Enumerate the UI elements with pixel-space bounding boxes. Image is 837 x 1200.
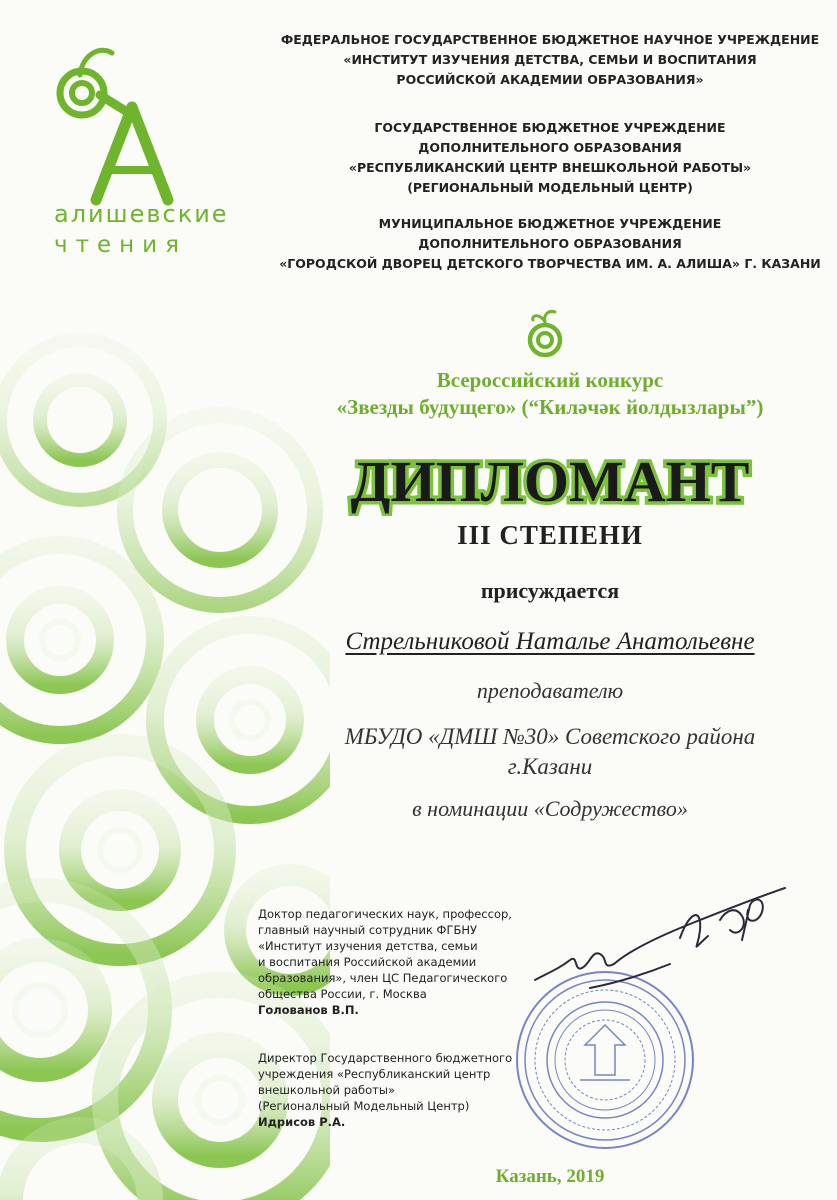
recipient-role: преподавателю [476, 678, 624, 703]
diploma-degree: III СТЕПЕНИ [457, 520, 643, 550]
signatory-line: Доктор педагогических наук, профессор, [258, 907, 512, 921]
signatory-line: учреждения «Республиканский центр [258, 1067, 491, 1081]
signatory-line: образования», член ЦС Педагогического [258, 971, 508, 985]
org-line: (РЕГИОНАЛЬНЫЙ МОДЕЛЬНЫЙ ЦЕНТР) [407, 180, 693, 195]
diploma-title [250, 446, 837, 521]
signatory-line: Директор Государственного бюджетного [258, 1051, 513, 1065]
signatory-name: Идрисов Р.А. [258, 1115, 346, 1129]
signatory-line: (Региональный Модельный Центр) [258, 1099, 470, 1113]
apple-swirl-icon [525, 308, 565, 362]
handwritten-signature-icon [530, 880, 790, 1000]
nomination: в номинации «Содружество» [412, 796, 688, 821]
institution-line1: МБУДО «ДМШ №30» Советского района [344, 724, 756, 749]
contest-title-line2: «Звезды будущего» (“Киләчәк йолдызлары”) [336, 395, 764, 419]
org-line: МУНИЦИПАЛЬНОЕ БЮДЖЕТНОЕ УЧРЕЖДЕНИЕ [378, 216, 722, 231]
footer-place-year: Казань, 2019 [495, 1166, 605, 1187]
org-line: «ИНСТИТУТ ИЗУЧЕНИЯ ДЕТСТВА, СЕМЬИ И ВОСПИТАНИЯ [343, 52, 757, 67]
logo-text-line1: алишевские [54, 200, 229, 228]
diploma-title-text: ДИПЛОМАНТ [350, 449, 750, 514]
org-line: ДОПОЛНИТЕЛЬНОГО ОБРАЗОВАНИЯ [418, 236, 682, 251]
org-line: ФЕДЕРАЛЬНОЕ ГОСУДАРСТВЕННОЕ БЮДЖЕТНОЕ НАУЧНОЕ УЧРЕЖДЕНИЕ [280, 32, 820, 47]
signatory-line: главный научный сотрудник ФГБНУ [258, 923, 478, 937]
organization-block-3 [250, 214, 837, 274]
signatory-line: и воспитания Российской академии [258, 955, 477, 969]
signatory-line: общества России, г. Москва [258, 987, 427, 1001]
contest-title-line1: Всероссийский конкурс [436, 368, 664, 392]
institution [250, 722, 837, 782]
recipient-name-text: Стрельниковой Наталье Анатольевне [345, 628, 755, 655]
organization-block-1 [250, 30, 837, 90]
recipient-name [250, 628, 837, 656]
signatory-line: «Институт изучения детства, семьи [258, 939, 478, 953]
signatory-1 [258, 906, 538, 1018]
organization-block-2 [250, 118, 837, 198]
org-line: «ГОРОДСКОЙ ДВОРЕЦ ДЕТСКОГО ТВОРЧЕСТВА ИМ. А. АЛИША» Г. КАЗАНИ [279, 256, 821, 271]
org-line: «РЕСПУБЛИКАНСКИЙ ЦЕНТР ВНЕШКОЛЬНОЙ РАБОТЫ» [348, 160, 752, 175]
org-line: РОССИЙСКОЙ АКАДЕМИИ ОБРАЗОВАНИЯ» [396, 72, 704, 87]
signatory-name: Голованов В.П. [258, 1003, 359, 1017]
org-line: ГОСУДАРСТВЕННОЕ БЮДЖЕТНОЕ УЧРЕЖДЕНИЕ [374, 120, 726, 135]
logo-text-line2: чтения [54, 232, 187, 258]
signatory-line: внешкольной работы» [258, 1083, 395, 1097]
org-line: ДОПОЛНИТЕЛЬНОГО ОБРАЗОВАНИЯ [418, 140, 682, 155]
institution-line2: г.Казани [507, 754, 593, 779]
signatory-2 [258, 1050, 538, 1130]
awarded-text: присуждается [480, 578, 620, 603]
